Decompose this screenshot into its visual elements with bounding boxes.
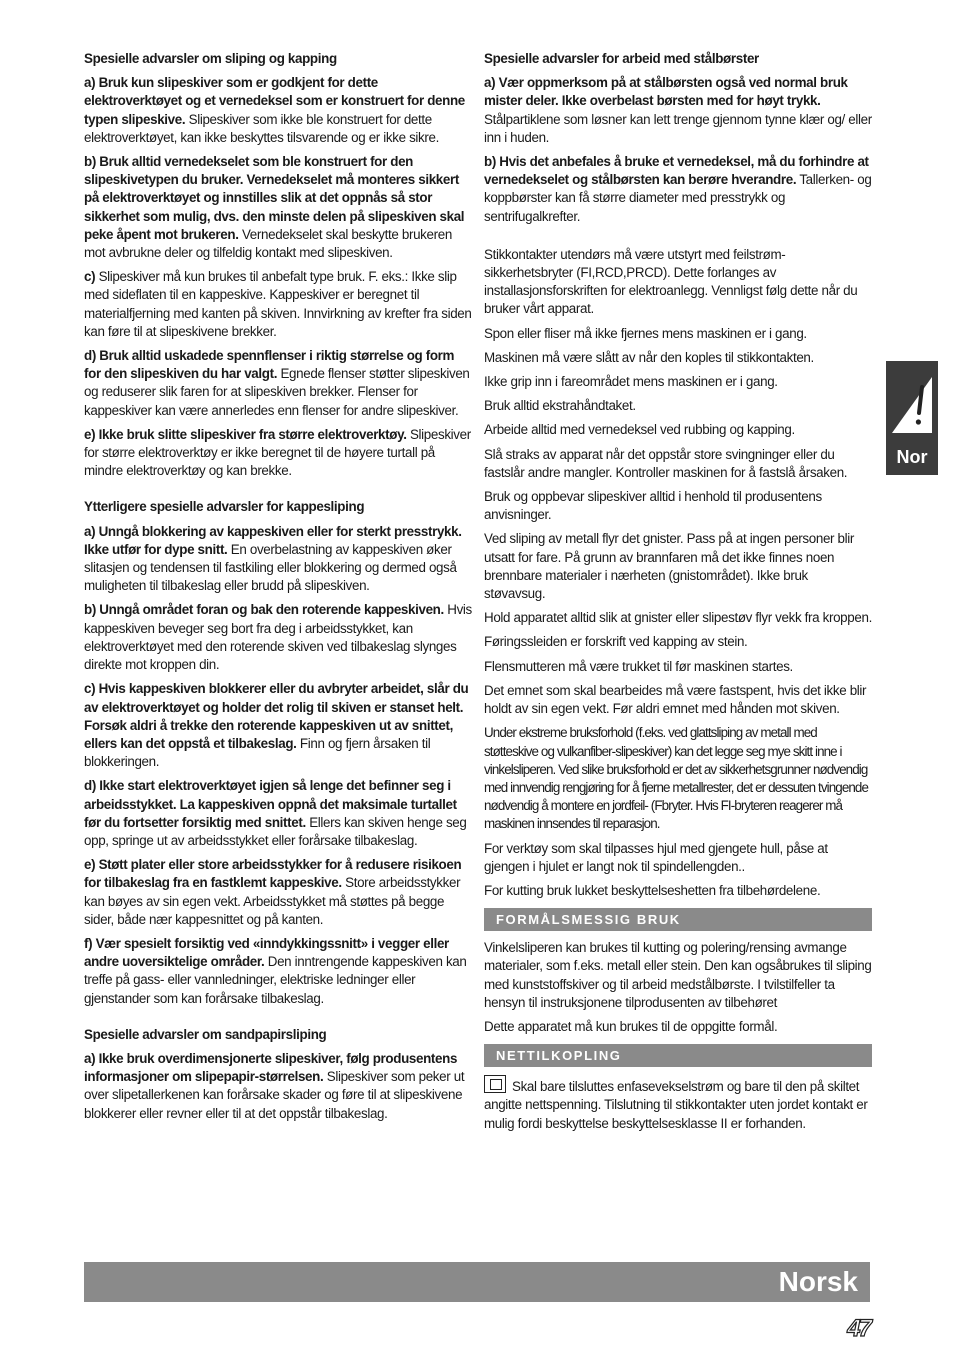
paragraph: Ikke grip inn i fareområdet mens maskinen er i gang. [484,374,778,390]
paragraph: Skal bare tilsluttes enfasevekselstrøm og bare til den på skiltet angitte nettspenning. Tilslutning til stikkontakter uten jordet kontakt er mulig fordi beskyttelse beskyttelsesklasse II er forhanden. [484,1075,872,1133]
paragraph: Dette apparatet må kun brukes til de oppgitte formål. [484,1018,778,1034]
section-title-sanding: Spesielle advarsler om sandpapirsliping [84,1026,327,1042]
paragraph: b) Unngå området foran og bak den roterende kappeskiven. Hvis kappeskiven beveger seg bort fra deg i arbeidsstykket, kan elektroverktøyet med den roterende skiven ved tilbakeslag slynges direkte mot kroppen din. [84,602,472,673]
section-title-grinding: Spesielle advarsler om sliping og kapping [84,51,337,66]
paragraph: d) Ikke start elektroverktøyet igjen så lenge det befinner seg i arbeidsstykket. La kappeskiven oppnå det maksimale turtallet før du fortsetter forsiktig med snittet. Ellers kan skiven henge seg opp, springe ut av arbeidsstykket eller forårsake tilbakeslag. [84,778,467,848]
section-bar-mains-connection: NETTILKOPLING [484,1044,872,1067]
paragraph: Bruk alltid ekstrahåndtaket. [484,398,636,414]
section-bar-intended-use: FORMÅLSMESSIG BRUK [484,908,872,931]
footer-language: Norsk [778,1266,858,1297]
language-side-tab [886,361,938,475]
paragraph: Stikkontakter utendørs må være utstyrt med feilstrøm-sikkerhetsbryter (FI,RCD,PRCD). Dette forlanges av installasjonsforskriften for elektroanlegg. Vennligst følg dette når du bruker vårt apparat. [484,246,858,317]
paragraph: For verktøy som skal tilpasses hjul med gjengete hull, påse at gjengen i hjulet er langt nok til spindellengden.. [484,840,828,874]
paragraph: a) Vær oppmerksom på at stålbørsten også ved normal bruk mister deler. Ikke overbelast børsten med for høyt trykk. Stålpartiklene som løsner kan lett trenge gjennom tynne klær og/ eller inn i huden. [484,75,872,145]
paragraph: a) Unngå blokkering av kappeskiven eller for sterkt presstrykk. Ikke utfør for dype snitt. En overbelastning av kappeskiven øker slitasjen og tendensen til fastkiling eller blokkering og dermed også muligheten til tilbakeslag eller brudd på slipeskiven. [84,523,462,594]
double-insulation-icon [484,1075,506,1093]
paragraph: d) Bruk alltid uskadede spennflenser i riktig størrelse og form for den slipeskiven du har valgt. Egnede flenser støtter slipeskiven og reduserer slik faren for at slipeskiven brekker. Flenser for kappeskiver kan være annerledes enn flenser for andre slipeskiver. [84,348,470,418]
paragraph: Maskinen må være slått av når den koples til stikkontakten. [484,349,814,365]
paragraph: e) Ikke bruk slitte slipeskiver fra større elektroverktøy. Slipeskiver for større elektroverktøy er ikke beregnet til de høyere turtall på mindre elektroverktøy og kan brekke. [84,426,471,479]
left-column [84,50,472,1129]
side-tab-label: Nor [896,447,928,467]
paragraph: Flensmutteren må være trukket til før maskinen startes. [484,658,793,674]
section-title-cutting: Ytterligere spesielle advarsler for kappesliping [84,499,365,515]
paragraph: Hold apparatet alltid slik at gnister eller slipestøv flyr vekk fra kroppen. [484,610,872,626]
paragraph: Føringssleiden er forskrift ved kapping av stein. [484,634,748,650]
paragraph: Spon eller fliser må ikke fjernes mens maskinen er i gang. [484,325,807,341]
page-number: 47 [847,1315,870,1342]
paragraph: Det emnet som skal bearbeides må være fastspent, hvis det ikke blir holdt av sin egen vekt. Før aldri emnet med hånden mot skiven. [484,682,867,717]
paragraph: Arbeide alltid med vernedeksel ved rubbing og kapping. [484,422,795,438]
paragraph: Under ekstreme bruksforhold (f.eks. ved glattsliping av metall med støtteskive og vulkanfiber-slipeskiver) kan det legge seg mye skitt inne i vinkelsliperen. Ved slike bruksforhold er det av sikkerhetsgrunner nødvendig med innvendig rengjøring for å fjerne metallrester, det er dessuten tvingende nødvendig å montere en jordfeil- (Fbryter. Hvis FI-bryteren reagerer må maskinen innsendes til reparasjon. [484,725,869,832]
paragraph: Vinkelsliperen kan brukes til kutting og polering/rensing avmange materialer, som f.eks. metall eller stein. Den kan ogsåbrukes til sliping med kunststoffskiver og til arbeid medstålbørste. I tvilstilfeller ta hensyn til instruksjonene tilprodusenten av tilbehøret [484,940,872,1010]
paragraph: a) Bruk kun slipeskiver som er godkjent for dette elektroverktøyet og et vernedeksel som er konstruert for denne typen slipeskive. Slipeskiver som ikke ble konstruert for dette elektroverktøyet, kan ikke beskyttes tilsvarende og er ikke sikre. [84,75,465,145]
paragraph: c) Hvis kappeskiven blokkerer eller du avbryter arbeidet, slår du av elektroverktøyet og holder det rolig til skiven er stanset helt. Forsøk aldri å trekke den roterende kappeskiven ut av snittet, ellers kan det oppstå et tilbakeslag. Finn og fjern årsaken til blokkeringen. [84,681,469,770]
paragraph: b) Hvis det anbefales å bruke et vernedeksel, må du forhindre at vernedekselet og stålbørsten kan berøre hverandre. Tallerken- og koppbørster kan få større diameter med presstrykk og sentrifugalkrefter. [484,154,872,224]
warning-icon [889,365,935,437]
section-title-wire-brush: Spesielle advarsler for arbeid med stålbørster [484,51,759,66]
paragraph: a) Ikke bruk overdimensjonerte slipeskiver, følg produsentens informasjoner om slipepapir-størrelsen. Slipeskiver som peker ut over slipetallerkenen kan forårsake skader og føre til at slipeskivene blokkerer eller revner eller til at det oppstår tilbakeslag. [84,1050,465,1121]
paragraph: e) Støtt plater eller store arbeidsstykker for å redusere risikoen for tilbakeslag fra en fastklemt kappeskive. Store arbeidsstykker kan bøyes av sin egen vekt. Arbeidsstykket må støttes på begge sider, både nær kappesnittet og på kanten. [84,857,462,927]
paragraph: For kutting bruk lukket beskyttelseshetten fra tilbehørdelene. [484,882,821,898]
paragraph: Bruk og oppbevar slipeskiver alltid i henhold til produsentens anvisninger. [484,489,822,523]
right-column [484,50,872,1139]
paragraph: f) Vær spesielt forsiktig ved «inndykkingssnitt» i vegger eller andre uoversiktelige områder. Den inntrengende kappeskiven kan treffe på gass- eller vannledninger, elektriske ledninger eller gjenstander som kan forårsake tilbakeslag. [84,935,467,1006]
footer-bar [84,1262,870,1302]
paragraph: Ved sliping av metall flyr det gnister. Pass på at ingen personer blir utsatt for fare. På grunn av brannfaren må det ikke finnes noen brennbare materialer i nærheten (gnistområdet). Ikke bruk støvavsug. [484,531,854,602]
paragraph: c) Slipeskiver må kun brukes til anbefalt type bruk. F. eks.: Ikke slip med sideflaten til en kappeskive. Kappeskiver er beregnet til materialfjerning med kanten på skiven. Innvirkning av krefter fra siden kan føre til at slipeskivene brekker. [84,269,472,339]
paragraph: Slå straks av apparat når det oppstår store svingninger eller du fastslår andre mangler. Kontroller maskinen for å fastslå årsaken. [484,446,848,480]
paragraph: b) Bruk alltid vernedekselet som ble konstruert for den slipeskivetypen du bruker. Vernedekselet må monteres sikkert på elektroverktøyet og innstilles slik at det oppnås så stor sikkerhet som mulig, dvs. den minste delen på slipeskiven skal peke åpent mot brukeren. Vernedekselet skal beskytte brukeren mot avbrukne deler og tilfeldig kontakt med slipeskiven. [84,154,465,261]
